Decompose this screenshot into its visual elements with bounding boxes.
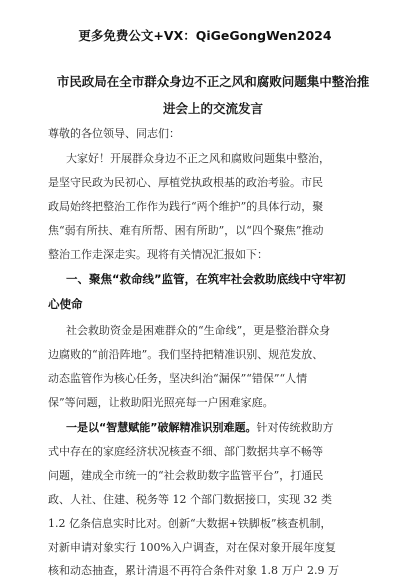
paragraph-line: 核和动态抽查，累计清退不再符合条件对象 1.8 万户 2.9 万 [48, 564, 339, 577]
paragraph-line: 焦“弱有所扶、难有所帮、困有所助”，以“四个聚焦”推动 [48, 224, 324, 237]
paragraph-line: 式中存在的家庭经济状况核查不细、部门数据共享不畅等 [48, 445, 323, 458]
paragraph-line: 1.2 亿条信息实时比对。创新“大数据+铁脚板”核查机制， [48, 517, 332, 530]
paragraph-line-with-lead [66, 420, 368, 435]
paragraph-line: 保”等问题，让救助阳光照亮每一户困难家庭。 [48, 396, 274, 409]
paragraph-line: 是坚守民政为民初心、厚植党执政根基的政治考验。市民 [48, 176, 323, 189]
section-heading-line-1: 一、聚焦“救命线”监管，在筑牢社会救助底线中守牢初 [66, 272, 346, 286]
paragraph-line: 整治工作走深走实。现将有关情况汇报如下： [48, 248, 268, 261]
section-heading-line-2: 心使命 [48, 297, 83, 311]
paragraph-lead-sentence: 一是以“智慧赋能”破解精准识别难题。 [66, 421, 257, 434]
header-banner: 更多免费公文+VX：QiGeGongWen2024 [78, 28, 332, 43]
document-title-line-1: 市民政局在全市群众身边不正之风和腐败问题集中整治推 [56, 74, 370, 89]
paragraph-line: 社会救助资金是困难群众的“生命线”，更是整治群众身 [66, 324, 331, 337]
paragraph-line: 动态监管作为核心任务，坚决纠治“漏保”“错保”“人情 [48, 372, 308, 385]
paragraph-line: 政局始终把整治工作作为践行“两个维护”的具体行动，聚 [48, 200, 324, 213]
paragraph-line: 对新申请对象实行 100%入户调查，对在保对象开展年度复 [48, 541, 336, 554]
paragraph-line: 边腐败的“前沿阵地”。我们坚持把精准识别、规范发放、 [48, 348, 324, 361]
paragraph-text: 针对传统救助方 [256, 421, 334, 434]
document-title-line-2: 进会上的交流发言 [162, 101, 263, 116]
paragraph-line: 政、人社、住建、税务等 12 个部门数据接口，实现 32 类 [48, 493, 332, 506]
paragraph-line: 大家好！开展群众身边不正之风和腐败问题集中整治， [66, 152, 330, 165]
greeting: 尊敬的各位领导、同志们： [48, 127, 180, 140]
paragraph-line: 问题，建成全市统一的“社会救助数字监管平台”，打通民 [48, 469, 324, 482]
